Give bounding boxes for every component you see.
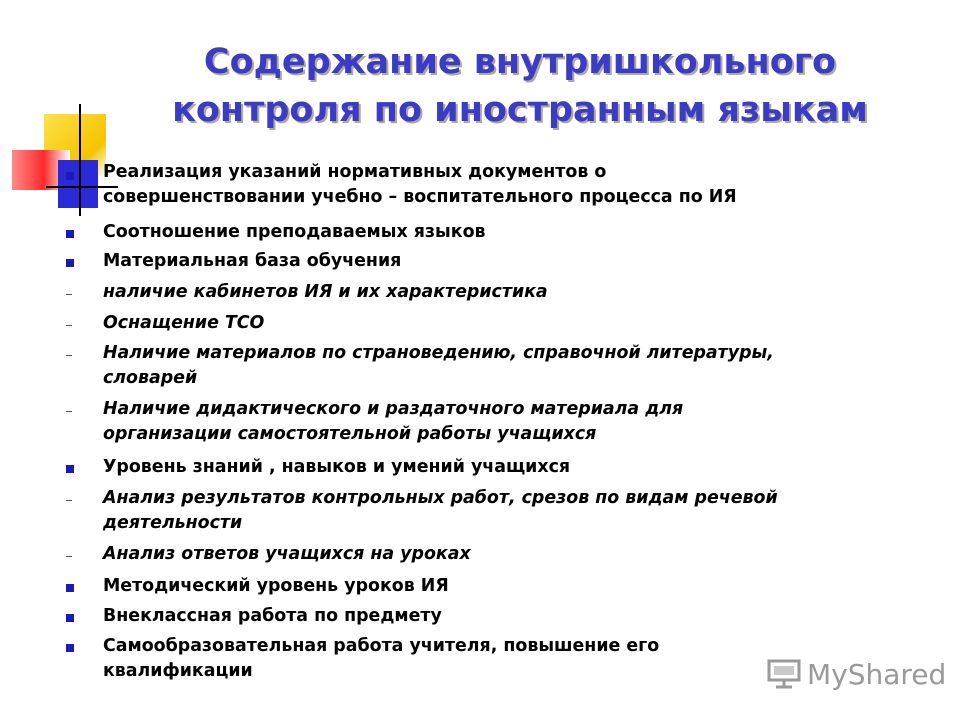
list-item-line: Самообразовательная работа учителя, повышение его bbox=[103, 636, 660, 656]
square-bullet-icon bbox=[66, 644, 74, 652]
list-item-line: организации самостоятельной работы учащихся bbox=[103, 424, 597, 444]
list-item-line: Наличие материалов по страноведению, справочной литературы, bbox=[103, 343, 774, 363]
square-bullet-icon bbox=[66, 230, 74, 238]
list-item-line: Оснащение ТСО bbox=[103, 313, 265, 333]
list-item bbox=[103, 455, 883, 480]
list-item-line: Анализ ответов учащихся на уроках bbox=[103, 544, 471, 564]
list-item bbox=[103, 220, 883, 245]
list-item bbox=[103, 341, 883, 391]
dash-bullet-icon bbox=[66, 556, 72, 557]
list-item bbox=[103, 160, 883, 210]
square-bullet-icon bbox=[66, 465, 74, 473]
watermark-logo bbox=[767, 656, 947, 692]
list-item-line: Наличие дидактического и раздаточного материала для bbox=[103, 399, 684, 419]
list-item bbox=[103, 486, 883, 536]
watermark-text: MyShared bbox=[807, 657, 947, 691]
list-item bbox=[103, 280, 883, 305]
list-item-line: словарей bbox=[103, 368, 198, 388]
list-item bbox=[103, 604, 883, 629]
square-bullet-icon bbox=[66, 172, 74, 180]
list-item bbox=[103, 249, 883, 274]
dash-bullet-icon bbox=[66, 325, 72, 326]
list-item bbox=[103, 574, 883, 599]
square-bullet-icon bbox=[66, 259, 74, 267]
square-bullet-icon bbox=[66, 584, 74, 592]
list-item bbox=[103, 542, 883, 567]
list-item-line: Анализ результатов контрольных работ, срезов по видам речевой bbox=[103, 488, 778, 508]
dash-bullet-icon bbox=[66, 500, 72, 501]
title-line-1: Содержание внутришкольного bbox=[203, 42, 837, 82]
dash-bullet-icon bbox=[66, 411, 72, 412]
list-item-line: Уровень знаний , навыков и умений учащихся bbox=[103, 457, 571, 477]
list-item bbox=[103, 634, 883, 684]
list-item-line: Внеклассная работа по предмету bbox=[103, 606, 442, 626]
list-item-line: Материальная база обучения bbox=[103, 251, 402, 271]
dash-bullet-icon bbox=[66, 355, 72, 356]
list-item bbox=[103, 397, 883, 447]
list-item-line: Реализация указаний нормативных документов о bbox=[103, 162, 607, 182]
list-item-line: Соотношение преподаваемых языков bbox=[103, 222, 486, 242]
title-line-2: контроля по иностранным языкам bbox=[172, 90, 868, 130]
list-item bbox=[103, 311, 883, 336]
square-bullet-icon bbox=[66, 614, 74, 622]
presentation-screen-icon bbox=[767, 659, 801, 689]
list-item-line: деятельности bbox=[103, 513, 243, 533]
list-item-line: квалификации bbox=[103, 661, 253, 681]
list-item-line: наличие кабинетов ИЯ и их характеристика bbox=[103, 282, 548, 302]
list-item-line: совершенствовании учебно – воспитательного процесса по ИЯ bbox=[103, 187, 737, 207]
list-item-line: Методический уровень уроков ИЯ bbox=[103, 576, 449, 596]
dash-bullet-icon bbox=[66, 294, 72, 295]
